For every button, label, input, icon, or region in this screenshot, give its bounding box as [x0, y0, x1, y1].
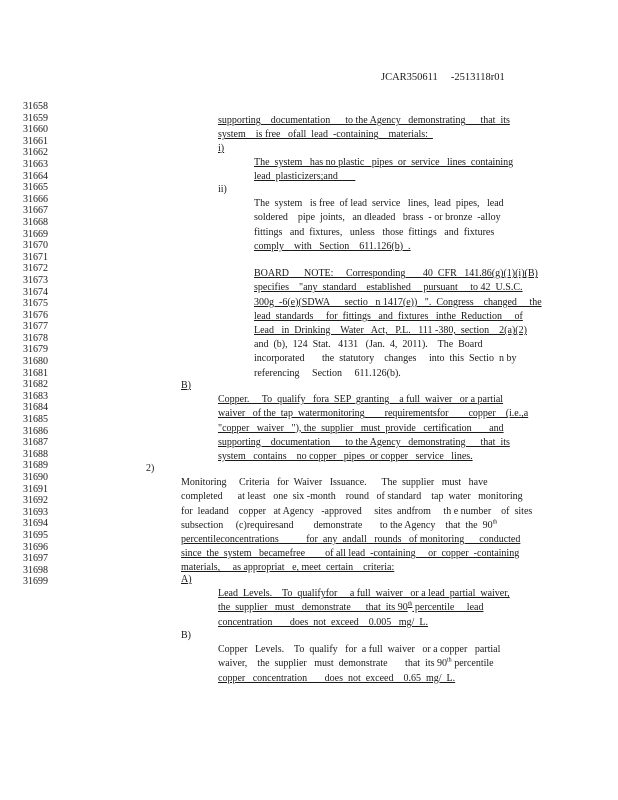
- document-code: JCAR350611 -2513118r01: [381, 72, 505, 83]
- item-2-line: subsection (c)requiresand demonstrate to the Agency that the 90: [181, 519, 493, 531]
- line-number: 31673: [23, 274, 48, 286]
- line-number: 31675: [23, 298, 48, 310]
- item-b-line: system contains no copper pipes or copper service lines.: [218, 451, 473, 463]
- line-number: 31670: [23, 240, 48, 252]
- line-number: 31677: [23, 321, 48, 333]
- intro-line: supporting documentation to the Agency demonstrating that its: [218, 115, 510, 127]
- item-ii-label: ii): [218, 184, 227, 195]
- item-2-paragraph: [181, 462, 532, 576]
- item-b-line: waiver of the tap watermonitoring requirementsfor copper (i.e.,a: [218, 408, 529, 420]
- item-b-label: B): [181, 380, 191, 391]
- item-ii-line: The system is free of lead service lines, lead pipes, lead: [254, 198, 504, 210]
- item-i-paragraph: [254, 142, 513, 185]
- line-number: 31698: [23, 564, 48, 576]
- line-number: 31678: [23, 332, 48, 344]
- item-b-line: supporting documentation to the Agency demonstrating that its: [218, 436, 510, 448]
- line-number: 31687: [23, 437, 48, 449]
- item-a2-paragraph: [218, 573, 510, 630]
- item-2-label: 2): [146, 463, 155, 474]
- board-note-line: and (b), 124 Stat. 4131 (Jan. 4, 2011). The Board: [254, 339, 483, 351]
- board-note-line: BOARD NOTE: Corresponding 40 CFR 141.86(g)(1)(i)(B): [254, 268, 538, 280]
- line-number: 31659: [23, 112, 48, 124]
- line-number: 31661: [23, 135, 48, 147]
- line-number: 31686: [23, 425, 48, 437]
- line-number: 31696: [23, 541, 48, 553]
- superscript-th: th: [407, 602, 413, 609]
- item-b2-line: copper concentration does not exceed 0.65 mg/ L.: [218, 672, 456, 684]
- line-number: 31662: [23, 147, 48, 159]
- item-2-line: since the system becamefree of all lead -containing or copper -containing: [181, 548, 520, 560]
- superscript-th: th: [492, 519, 498, 526]
- line-number: 31660: [23, 124, 48, 136]
- item-a2-label: A): [181, 574, 192, 585]
- item-b2-line: Copper Levels. To qualify for a full waiver or a copper partial: [218, 644, 501, 656]
- item-i-line: lead plasticizers;and: [254, 171, 356, 183]
- line-number: 31691: [23, 483, 48, 495]
- line-number: 31682: [23, 379, 48, 391]
- line-number: 31689: [23, 460, 48, 472]
- line-number: 31671: [23, 251, 48, 263]
- item-2-line: Monitoring Criteria for Waiver Issuance. The supplier must have: [181, 477, 488, 489]
- item-2-line: materials, as appropriat e, meet certain criteria:: [181, 562, 395, 574]
- line-number: 31688: [23, 448, 48, 460]
- board-note-line: referencing Section 611.126(b).: [254, 367, 401, 379]
- item-ii-line: fittings and fixtures, unless those fittings and fixtures: [254, 226, 495, 238]
- item-b2-paragraph: [218, 629, 500, 686]
- item-a2-line: the supplier must demonstrate that its 90: [218, 602, 408, 614]
- line-number: 31697: [23, 553, 48, 565]
- board-note: [254, 253, 542, 381]
- line-number: 31664: [23, 170, 48, 182]
- item-b-line: Copper. To qualify fora SEP granting a full waiver or a partial: [218, 394, 504, 406]
- line-number: 31695: [23, 529, 48, 541]
- item-ii-line: soldered pipe joints, an dleaded brass - or bronze -alloy: [254, 212, 501, 224]
- item-b-line: "copper waiver "), the supplier must provide certification and: [218, 422, 504, 434]
- line-number: 31676: [23, 309, 48, 321]
- line-number: 31683: [23, 390, 48, 402]
- line-number: 31667: [23, 205, 48, 217]
- item-2-line: percentileconcentrations for any andall rounds of monitoring conducted: [181, 534, 521, 546]
- line-number: 31672: [23, 263, 48, 275]
- intro-line: system is free ofall lead -containing materials:: [218, 129, 433, 141]
- item-a2-line: Lead Levels. To qualifyfor a full waiver or a lead partial waiver,: [218, 588, 510, 600]
- superscript-th: th: [447, 658, 452, 665]
- line-number: 31669: [23, 228, 48, 240]
- item-i-line: The system has no plastic pipes or service lines containing: [254, 157, 514, 169]
- line-number: 31684: [23, 402, 48, 414]
- board-note-line: 300g -6(e)(SDWA sectio n 1417(e)) ". Congress changed the: [254, 296, 542, 308]
- board-note-line: lead standards for fittings and fixtures inthe Reduction of: [254, 310, 523, 322]
- item-b2-line: percentile: [451, 658, 494, 670]
- board-note-line: specifies "any standard established pursuant to 42 U.S.C.: [254, 282, 523, 294]
- item-b-paragraph: [218, 379, 528, 464]
- item-a2-line: concentration does not exceed 0.005 mg/ L.: [218, 616, 428, 628]
- line-number: 31658: [23, 101, 48, 112]
- line-number: 31666: [23, 193, 48, 205]
- item-ii-paragraph: [254, 183, 504, 254]
- line-number: 31674: [23, 286, 48, 298]
- line-number-column: [23, 101, 48, 588]
- line-number: 31685: [23, 414, 48, 426]
- item-a2-line: percentile lead: [412, 602, 484, 614]
- line-number: 31668: [23, 216, 48, 228]
- line-number: 31681: [23, 367, 48, 379]
- line-number: 31692: [23, 495, 48, 507]
- item-b2-label: B): [181, 630, 191, 641]
- line-number: 31665: [23, 182, 48, 194]
- line-number: 31679: [23, 344, 48, 356]
- board-note-line: Lead in Drinking Water Act, P.L. 111 -380, section 2(a)(2): [254, 325, 527, 337]
- item-i-label: i): [218, 143, 225, 154]
- line-number: 31663: [23, 158, 48, 170]
- item-ii-line: comply with Section 611.126(b) .: [254, 240, 411, 252]
- board-note-line: incorporated the statutory changes into this Sectio n by: [254, 353, 517, 365]
- line-number: 31694: [23, 518, 48, 530]
- line-number: 31690: [23, 472, 48, 483]
- item-b2-line: waiver, the supplier must demonstrate that its 90: [218, 658, 448, 670]
- line-number: 31680: [23, 356, 48, 368]
- item-2-line: for leadand copper at Agency -approved sites andfrom th e number of sites: [181, 505, 533, 517]
- line-number: 31699: [23, 576, 48, 588]
- intro-paragraph: [218, 100, 510, 143]
- item-2-line: completed at least one six -month round of standard tap water monitoring: [181, 491, 523, 503]
- line-number: 31693: [23, 506, 48, 518]
